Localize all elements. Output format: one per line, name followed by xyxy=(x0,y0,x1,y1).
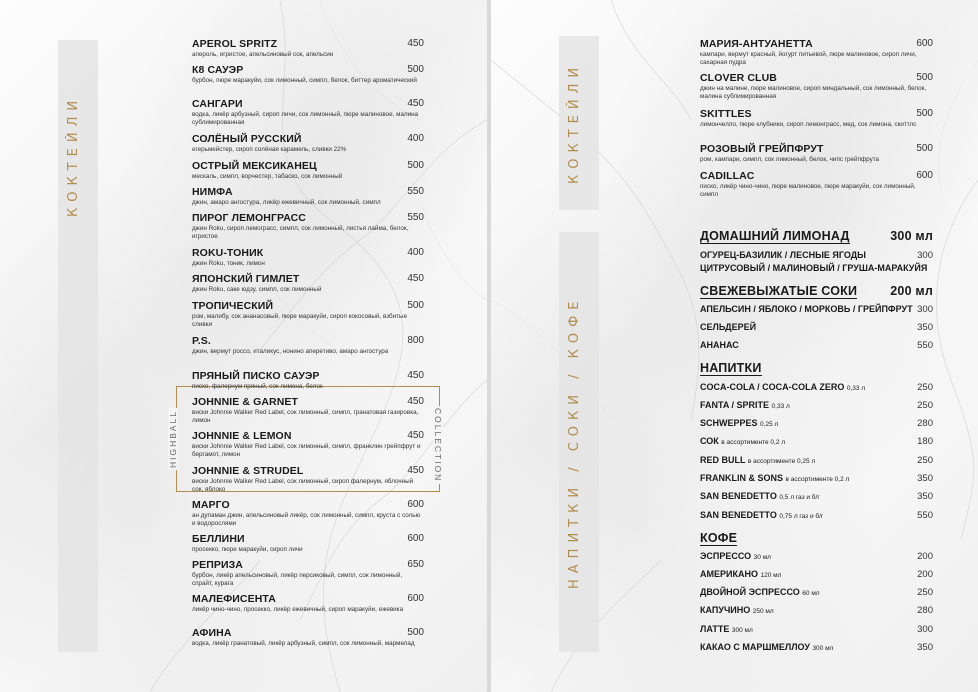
lemonade-line-price: 300 xyxy=(917,250,933,261)
item-price: 250 xyxy=(917,455,933,466)
juices-heading xyxy=(700,284,933,298)
cocktail-description: ром, кампари, симпл, сок лимонный, белок, чипс грейпфрута xyxy=(700,156,880,163)
item-name: SAN BENEDETTO xyxy=(700,510,777,520)
cocktail-name: ПРЯНЫЙ ПИСКО САУЭР xyxy=(192,370,320,382)
cocktail-name: CADILLAC xyxy=(700,170,755,182)
cocktail-price: 600 xyxy=(407,533,424,544)
cocktail-name: БЕЛЛИНИ xyxy=(192,533,245,545)
item-volume: 0,33 л xyxy=(846,385,866,392)
cocktail-price: 500 xyxy=(407,627,424,638)
item-price: 280 xyxy=(917,418,933,429)
coffee-title: КОФЕ xyxy=(700,531,738,545)
cocktail-price: 600 xyxy=(916,38,933,49)
cocktail-name: JOHNNIE & LEMON xyxy=(192,430,292,442)
item-price: 250 xyxy=(917,587,933,598)
item-price: 280 xyxy=(917,605,933,616)
item-volume: 300 мл xyxy=(812,645,834,652)
cocktail-price: 500 xyxy=(407,160,424,171)
cocktail-price: 500 xyxy=(407,300,424,311)
juices-price: 200 мл xyxy=(890,284,933,298)
cocktail-item xyxy=(192,133,424,154)
item-price: 250 xyxy=(917,400,933,411)
cocktail-name: ЯПОНСКИЙ ГИМЛЕТ xyxy=(192,273,300,285)
cocktail-price: 600 xyxy=(916,170,933,181)
cocktail-item xyxy=(700,143,933,164)
cocktail-item xyxy=(192,533,424,554)
item-price: 550 xyxy=(917,340,933,351)
cocktail-price: 450 xyxy=(407,465,424,476)
cocktail-item xyxy=(192,212,424,240)
cocktail-item xyxy=(700,170,933,198)
cocktail-description: ан дупаман джин, апельсиновый ликёр, сок лимонный, симпл, круста с солью и водорослями xyxy=(192,512,421,527)
cocktail-name: САНГАРИ xyxy=(192,98,243,110)
cocktail-description: апероль, игристое, апельсиновый сок, апельсин xyxy=(192,51,334,58)
item-name: FRANKLIN & SONS xyxy=(700,473,783,483)
lemonade-heading xyxy=(700,229,933,243)
cocktail-price: 550 xyxy=(407,186,424,197)
drink-item xyxy=(700,400,933,410)
cocktail-price: 650 xyxy=(407,559,424,570)
menu-page-left xyxy=(0,0,487,692)
cocktail-description: водка, ликёр гранатовый, ликёр арбузный, симпл, сок лимонный, мармелад xyxy=(192,640,415,647)
cocktail-description: джин Roku, саке юдзу, симпл, сок лимонный xyxy=(192,286,322,293)
cocktail-name: ТРОПИЧЕСКИЙ xyxy=(192,300,274,312)
cocktail-item xyxy=(192,499,424,527)
cocktail-name: SKITTLES xyxy=(700,108,752,120)
item-price: 250 xyxy=(917,382,933,393)
item-volume: 0,5 л газ и б/г xyxy=(779,494,820,501)
item-volume: 0,75 л газ и б/г xyxy=(779,513,824,520)
cocktail-price: 600 xyxy=(407,499,424,510)
cocktail-description: кампари, вермут красный, йогурт питьевой, пюре малиновое, сироп личи, сахарная пудра xyxy=(700,51,917,66)
cocktail-name: МАРИЯ-АНТУАНЕТТА xyxy=(700,38,813,50)
cocktail-name: АФИНА xyxy=(192,627,232,639)
item-name: ЭСПРЕССО xyxy=(700,551,752,561)
cocktail-price: 450 xyxy=(407,396,424,407)
menu-page-right xyxy=(491,0,978,692)
cocktail-description: ликёр чино-чино, просекко, ликёр ежевичный, сироп маракуйи, ежевика xyxy=(192,606,404,613)
drinks-heading xyxy=(700,361,933,375)
cocktail-name: ROKU-ТОНИК xyxy=(192,247,264,259)
item-price: 180 xyxy=(917,436,933,447)
cocktail-description: писко, ликёр чино-чино, пюре малиновое, пюре маракуйи, сок лимонный, симпл xyxy=(700,183,916,198)
juice-item xyxy=(700,322,933,332)
cocktail-description: бурбон, ликёр апельсиновый, ликёр персиковый, симпл, сок лимонный, спрайт, курага xyxy=(192,572,403,587)
drink-item xyxy=(700,510,933,520)
drink-item xyxy=(700,436,933,446)
cocktail-description: бурбон, пюре маракуйи, сок лимонный, симпл, белок, биттер ароматический xyxy=(192,77,417,84)
item-volume: в ассортименте 0,2 л xyxy=(785,476,850,483)
cocktail-name: ОСТРЫЙ МЕКСИКАНЕЦ xyxy=(192,160,317,172)
item-volume: 120 мл xyxy=(760,572,782,579)
cocktail-description: водка, ликёр арбузный, сироп личи, сок лимонный, пюре малиновое, малина сублимированная xyxy=(192,111,419,126)
juice-item xyxy=(700,304,933,314)
cocktail-price: 550 xyxy=(407,212,424,223)
cocktail-name: МАРГО xyxy=(192,499,230,511)
cocktail-name: CLOVER CLUB xyxy=(700,72,777,84)
cocktail-name: APEROL SPRITZ xyxy=(192,38,278,50)
cocktail-description: виски Johnnie Walker Red Label, сок лимонный, сироп фалернум, яблочный сок, яблоко xyxy=(192,478,414,493)
juice-item xyxy=(700,340,933,350)
item-price: 200 xyxy=(917,569,933,580)
cocktail-name: РОЗОВЫЙ ГРЕЙПФРУТ xyxy=(700,143,824,155)
cocktail-name: JOHNNIE & STRUDEL xyxy=(192,465,304,477)
cocktail-name: JOHNNIE & GARNET xyxy=(192,396,299,408)
section-title-drinks: НАПИТКИ / СОКИ / КОФЕ xyxy=(567,295,582,589)
juices-title: СВЕЖЕВЫЖАТЫЕ СОКИ xyxy=(700,284,858,298)
highball-label: HIGHBALL xyxy=(168,410,178,469)
cocktail-price: 500 xyxy=(916,72,933,83)
cocktail-description: ром, малибу, сок ананасовый, пюре маракуйи, сироп кокосовый, взбитые сливки xyxy=(192,313,408,328)
cocktail-item xyxy=(192,593,424,614)
drink-item xyxy=(700,491,933,501)
coffee-item xyxy=(700,569,933,579)
cocktail-price: 450 xyxy=(407,38,424,49)
item-volume: 30 мл xyxy=(753,554,771,561)
cocktail-item xyxy=(192,465,424,493)
item-volume: в ассортименте 0,25 л xyxy=(747,458,816,465)
cocktail-price: 450 xyxy=(407,98,424,109)
section-title-cocktails-right: КОКТЕЙЛИ xyxy=(567,61,582,185)
item-name: КАКАО С МАРШМЕЛЛОУ xyxy=(700,642,810,652)
coffee-item xyxy=(700,624,933,634)
cocktail-item xyxy=(192,430,424,458)
cocktail-name: РЕПРИЗА xyxy=(192,559,243,571)
cocktail-item xyxy=(192,300,424,328)
cocktail-description: писко, фалернум пряный, сок лимона, белок xyxy=(192,383,323,390)
cocktail-item xyxy=(192,627,424,648)
item-name: СЕЛЬДЕРЕЙ xyxy=(700,322,757,332)
cocktail-name: МАЛЕФИСЕНТА xyxy=(192,593,276,605)
section-title-cocktails: КОКТЕЙЛИ xyxy=(66,94,81,218)
lemonade-title: ДОМАШНИЙ ЛИМОНАД xyxy=(700,229,850,243)
item-name: КАПУЧИНО xyxy=(700,605,751,615)
drinks-title: НАПИТКИ xyxy=(700,361,762,375)
cocktail-price: 500 xyxy=(916,143,933,154)
item-price: 200 xyxy=(917,551,933,562)
item-name: АПЕЛЬСИН / ЯБЛОКО / МОРКОВЬ / ГРЕЙПФРУТ xyxy=(700,304,913,314)
item-price: 350 xyxy=(917,473,933,484)
cocktail-description: виски Johnnie Walker Red Label, сок лимонный, симпл, франклин грейпфрут и бергамот, лимон xyxy=(192,443,421,458)
cocktail-description: джин на малине, пюре малиновое, сироп миндальный, сок лимонный, белок, малина сублимированная xyxy=(700,85,927,100)
coffee-heading xyxy=(700,531,933,545)
cocktail-item xyxy=(192,335,424,356)
cocktail-price: 400 xyxy=(407,247,424,258)
cocktail-item xyxy=(192,38,424,59)
lemonade-flavors: ЦИТРУСОВЫЙ / МАЛИНОВЫЙ / ГРУША-МАРАКУЙЯ xyxy=(700,263,928,273)
lemonade-flavors: ОГУРЕЦ-БАЗИЛИК / ЛЕСНЫЕ ЯГОДЫ xyxy=(700,250,866,260)
cocktail-item xyxy=(700,38,933,66)
cocktail-name: P.S. xyxy=(192,335,211,347)
item-volume: 0,25 л xyxy=(760,421,779,428)
coffee-item xyxy=(700,587,933,597)
cocktail-item xyxy=(192,64,424,85)
cocktail-name: ПИРОГ ЛЕМОНГРАСС xyxy=(192,212,306,224)
collection-label: COLLECTION xyxy=(433,408,443,483)
item-price: 300 xyxy=(917,304,933,315)
item-price: 350 xyxy=(917,491,933,502)
item-name: COCA-COLA / COCA-COLA ZERO xyxy=(700,382,845,392)
drink-item xyxy=(700,473,933,483)
item-price: 350 xyxy=(917,322,933,333)
cocktail-description: джин Roku, сироп лемограсс, симпл, сок лимонный, листья лайма, белок, игристое xyxy=(192,225,409,240)
cocktail-description: лимончелло, пюре клубники, сироп лемонграсс, мед, сок лимона, скиттлс xyxy=(700,121,917,128)
cocktail-item xyxy=(192,247,424,268)
coffee-item xyxy=(700,605,933,615)
cocktail-item xyxy=(192,273,424,294)
lemonade-price: 300 мл xyxy=(890,229,933,243)
drink-item xyxy=(700,455,933,465)
item-name: АМЕРИКАНО xyxy=(700,569,758,579)
cocktail-item xyxy=(192,559,424,587)
cocktail-price: 500 xyxy=(407,64,424,75)
item-price: 550 xyxy=(917,510,933,521)
cocktail-price: 450 xyxy=(407,273,424,284)
coffee-item xyxy=(700,551,933,561)
cocktail-item xyxy=(700,108,933,129)
coffee-item xyxy=(700,642,933,652)
item-volume: в ассортименте 0,2 л xyxy=(721,439,786,446)
cocktail-price: 400 xyxy=(407,133,424,144)
drink-item xyxy=(700,418,933,428)
item-name: RED BULL xyxy=(700,455,746,465)
cocktail-item xyxy=(700,72,933,100)
cocktail-item xyxy=(192,370,424,391)
cocktail-item xyxy=(192,186,424,207)
item-name: ЛАТТЕ xyxy=(700,624,730,634)
cocktail-price: 450 xyxy=(407,430,424,441)
cocktail-description: егерьмейстер, сироп солёная карамель, сливки 22% xyxy=(192,146,347,153)
item-name: АНАНАС xyxy=(700,340,739,350)
item-name: ДВОЙНОЙ ЭСПРЕССО xyxy=(700,587,800,597)
cocktail-name: СОЛЁНЫЙ РУССКИЙ xyxy=(192,133,302,145)
item-name: FANTA / SPRITE xyxy=(700,400,770,410)
item-price: 300 xyxy=(917,624,933,635)
cocktail-item xyxy=(192,98,424,126)
item-name: СОК xyxy=(700,436,719,446)
lemonade-line xyxy=(700,250,933,260)
cocktail-item xyxy=(192,396,424,424)
item-price: 350 xyxy=(917,642,933,653)
item-volume: 250 мл xyxy=(752,608,774,615)
cocktail-description: джин, амаро ангостура, ликёр ежевичный, сок лимонный, симпл xyxy=(192,199,381,206)
drink-item xyxy=(700,382,933,392)
cocktail-price: 450 xyxy=(407,370,424,381)
cocktail-item xyxy=(192,160,424,181)
item-name: SAN BENEDETTO xyxy=(700,491,777,501)
item-name: SCHWEPPES xyxy=(700,418,758,428)
cocktail-name: К8 САУЭР xyxy=(192,64,244,76)
cocktail-price: 800 xyxy=(407,335,424,346)
item-volume: 300 мл xyxy=(731,627,753,634)
cocktail-price: 500 xyxy=(916,108,933,119)
lemonade-line xyxy=(700,263,933,273)
cocktail-description: джин Roku, тоник, лимон xyxy=(192,260,265,267)
cocktail-description: виски Johnnie Walker Red Label, сок лимонный, симпл, гранатовая газировка, лимон xyxy=(192,409,419,424)
item-volume: 0,33 л xyxy=(771,403,790,410)
cocktail-description: джин, вермут россо, италикус, нонино аперетиво, амаро ангостура xyxy=(192,348,389,355)
cocktail-price: 600 xyxy=(407,593,424,604)
cocktail-name: НИМФА xyxy=(192,186,233,198)
cocktail-description: просекко, пюре маракуйи, сироп личи xyxy=(192,546,303,553)
item-volume: 60 мл xyxy=(802,590,820,597)
cocktail-description: мескаль, симпл, ворчестер, табаско, сок лимонный xyxy=(192,173,343,180)
